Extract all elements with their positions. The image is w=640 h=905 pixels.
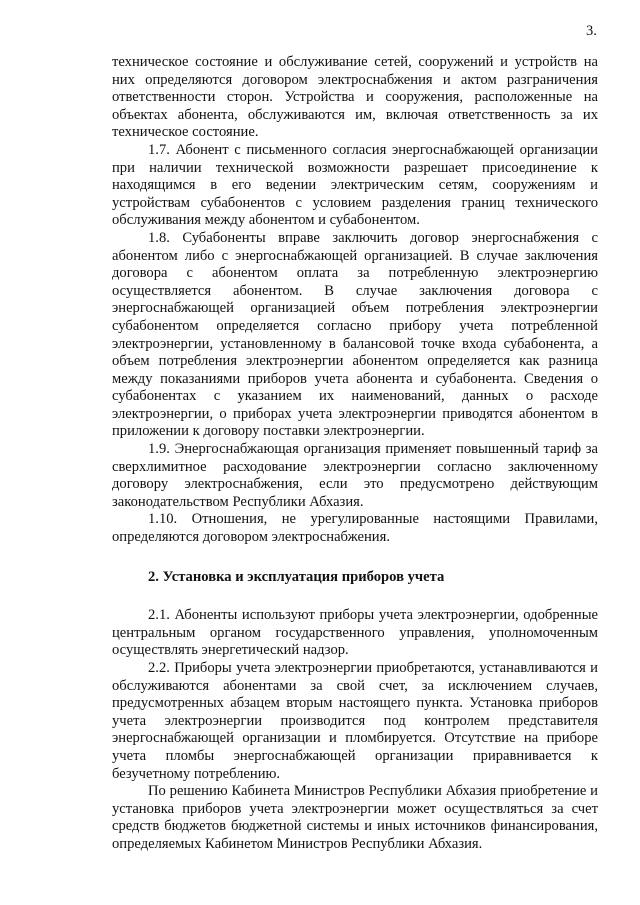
paragraph-1-9: 1.9. Энергоснабжающая организация применяет повышенный тариф за сверхлимитное расходование электроэнергии согласно заключенному договору электроснабжения, если это предусмотрено действующим законодательством Республики Абхазия. [112,441,598,510]
document-body [112,54,598,854]
spacer [112,547,598,569]
paragraph-2-1: 2.1. Абоненты используют приборы учета электроэнергии, одобренные центральным органом государственного управления, уполномоченным осуществлять энергетический надзор. [112,607,598,659]
paragraph-1-10: 1.10. Отношения, не урегулированные настоящими Правилами, определяются договором электроснабжения. [112,511,598,546]
paragraph-1-7: 1.7. Абонент с письменного согласия энергоснабжающей организации при наличии технической возможности разрешает присоединение к находящимся в его ведении электрическим сетям, сооружениям и устройствам субабонентов с условием разделения границ технического обслуживания между абонентом и субабонентом. [112,141,598,229]
page-number: 3. [586,23,597,39]
paragraph-2-2: 2.2. Приборы учета электроэнергии приобретаются, устанавливаются и обслуживаются абонентами за свой счет, за исключением случаев, предусмотренных абзацем вторым настоящего пункта. Установка приборов учета электроэнергии производится под контролем представителя энергоснабжающей организации и пломбируется. Отсутствие на приборе учета пломбы энергоснабжающей организации приравнивается к безучетному потреблению. [112,660,598,782]
paragraph-1-8: 1.8. Субабоненты вправе заключить договор энергоснабжения с абонентом либо с энергоснабжающей организацией. В случае заключения договора с абонентом оплата за потребленную электроэнергию осуществляется абонентом. В случае заключения договора с энергоснабжающей организацией объем потребления электроэнергии субабонентом определяется согласно прибору учета потребленной электроэнергии, установленному в балансовой точке входа субабонента, а объем потребления электроэнергии абонентом определяется как разница между показаниями приборов учета абонента и субабонента. Сведения о субабонентах с указанием их наименований, данных о расходе электроэнергии, о приборах учета электроэнергии приводятся абонентом в приложении к договору поставки электроэнергии. [112,229,598,440]
spacer [112,586,598,607]
paragraph-continuation: техническое состояние и обслуживание сетей, сооружений и устройств на них определяются договором электроснабжения и актом разграничения ответственности сторон. Устройства и сооружения, расположенные на объектах абонента, обслуживаются им, включая ответственность за их техническое состояние. [112,54,598,141]
paragraph-2-2-second: По решению Кабинета Министров Республики Абхазия приобретение и установка приборов учета электроэнергии может осуществляться за счет средств бюджетов бюджетной системы и иных источников финансирования, определяемых Кабинетом Министров Республики Абхазия. [112,783,598,852]
section-heading: 2. Установка и эксплуатация приборов учета [148,568,445,585]
